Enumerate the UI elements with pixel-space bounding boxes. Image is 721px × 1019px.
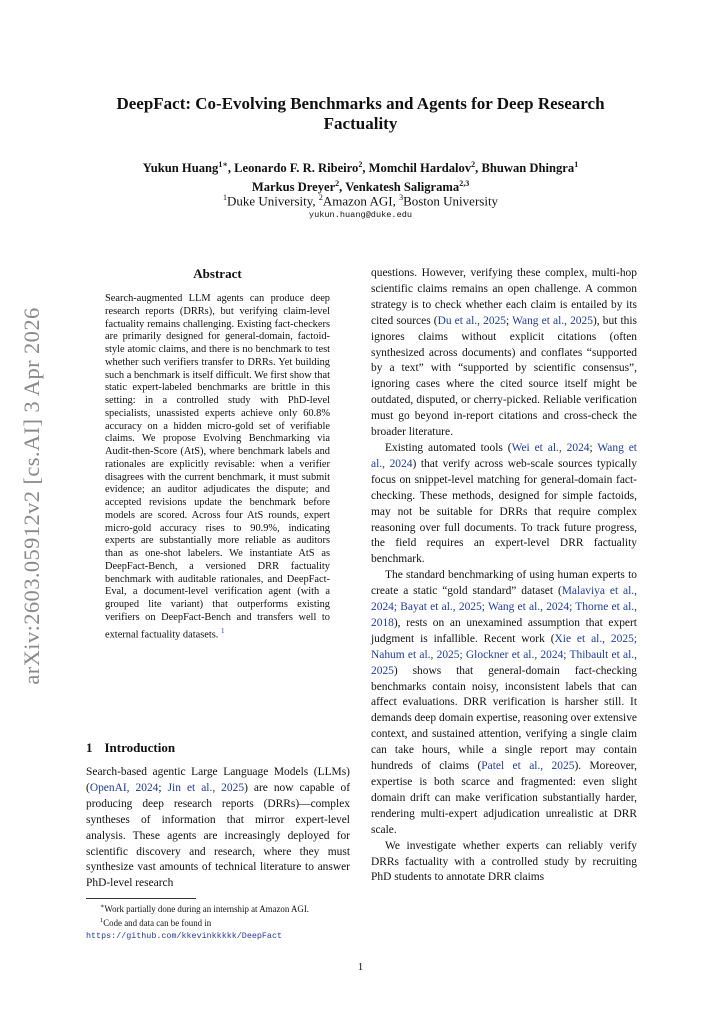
citation-link[interactable]: Thibault et al., 2025: [371, 648, 637, 677]
paragraph-existing-tools: [371, 441, 637, 568]
citation-link[interactable]: Jin et al., 2025: [167, 781, 245, 794]
author-name: , Venkatesh Saligrama: [339, 180, 460, 195]
citation-link[interactable]: Wei et al., 2024: [511, 441, 590, 454]
author-name: , Leonardo F. R. Ribeiro: [227, 161, 359, 176]
citation-link[interactable]: Thorne et al., 2018: [371, 601, 637, 629]
citation-separator: ;: [633, 632, 637, 645]
footnote-2: [86, 915, 350, 942]
affiliation-name: Amazon AGI,: [322, 193, 400, 209]
paper-title: DeepFact: Co-Evolving Benchmarks and Agents for Deep Research Factuality: [116, 94, 605, 133]
arxiv-identifier: arXiv:2603.05912v2 [cs.AI] 3 Apr 2026: [19, 307, 44, 685]
citation-separator: ;: [393, 601, 401, 614]
footnote-divider: [86, 898, 196, 899]
text-run: ). Moreover, expertise is both scarce and fragmented: even slight domain drift can make verification substantially harder, rendering multi-expert adjudication unrealistic at DRR scale.: [371, 760, 637, 836]
citation-link[interactable]: Wang et al., 2024: [487, 601, 570, 614]
intro-paragraph-1: [86, 765, 350, 892]
citation-link[interactable]: Patel et al., 2025: [481, 760, 575, 773]
affiliation-mark: 1: [222, 193, 227, 202]
paragraph-continued: [371, 266, 637, 441]
text-run: ), rests on an unexamined assumption that expert judgment is infallible. Recent work (: [371, 616, 637, 645]
text-run: The standard benchmarking of using human experts to create a static “gold standard” dataset (: [371, 569, 637, 598]
footnote-text: Work partially done during an internship at Amazon AGI.: [104, 903, 310, 914]
citation-separator: ;: [459, 648, 466, 661]
citation-link[interactable]: Bayat et al., 2025: [400, 601, 482, 614]
right-column-body: [371, 266, 637, 886]
citation-link[interactable]: Du et al., 2025: [437, 314, 507, 327]
abstract-body: [105, 293, 330, 642]
affiliations: [84, 190, 637, 209]
author-name: , Momchil Hardalov: [362, 161, 472, 176]
text-run: Search-based agentic Large Language Models (LLMs) (: [86, 766, 350, 794]
footnote-mark: 1: [100, 917, 104, 925]
text-run: ) shows that general-domain fact-checking benchmarks contain noisy, inconsistent labels that can affect evaluations. DRR verification is harsher still. It demands deep domain expertise, reasoning over extensive context, and sustained attention, verifying a single claim can take hours, while a single report may contain hundreds of claims (: [371, 664, 637, 773]
left-column-body: [86, 765, 350, 892]
author-name: Yukun Huang: [142, 161, 219, 176]
abstract-heading: Abstract: [193, 266, 242, 281]
text-run: ) are now capable of producing deep research reports (DRRs)—complex syntheses of information that mirror expert-level analysis. These agents are increasingly deployed for scientific discovery and research, where they must synthesize vast amounts of technical literature to answer PhD-level research: [86, 781, 350, 890]
citation-separator: ;: [569, 601, 576, 614]
page-number: 1: [357, 961, 364, 973]
affiliation-name: Boston University: [403, 193, 499, 209]
footnote-text: Code and data can be found in: [103, 918, 212, 929]
author-name: Markus Dreyer: [251, 180, 336, 195]
affiliation-name: Duke University,: [226, 193, 319, 209]
author-affiliation-mark: 1: [574, 160, 579, 169]
text-run: questions. However, verifying these complex, multi-hop scientific claims remains an open challenge. A common strategy is to check whether each claim is entailed by its cited sources (: [371, 267, 637, 327]
section-heading-introduction: [86, 740, 175, 756]
text-run: ;: [589, 441, 598, 454]
author-affiliation-mark: 2: [358, 160, 363, 169]
section-title: Introduction: [104, 740, 176, 755]
citation-link[interactable]: Wang et al., 2025: [512, 314, 593, 327]
paragraph-standard-benchmarking: [371, 568, 637, 838]
affiliation-mark: 2: [318, 193, 323, 202]
citation-separator: ;: [481, 601, 488, 614]
citation-link[interactable]: Glockner et al., 2024: [465, 648, 564, 661]
author-affiliation-mark: 2,3: [459, 179, 470, 189]
text-run: ;: [506, 314, 513, 327]
text-run: Existing automated tools (: [385, 441, 512, 454]
text-run: ) that verify across web-scale sources typically focus on snippet-level matching for general-domain fact-checking. These methods, designed for simple factoids, may not be suitable for DRRs that require complex reasoning over full documents. To track future progress, the field requires an expert-level DRR factuality benchmark.: [371, 457, 637, 566]
contact-email[interactable]: yukun.huang@duke.edu: [308, 210, 413, 220]
text-run: ), but this ignores claims without explicit citations (often synthesized across documents) and conflates “supported by a text” with “supported by scientific consensus”, ignoring cases where the cited source itself might be outdated, disputed, or cherry-picked. Reliable verification must go beyond in-report citations and cross-check the broader literature.: [371, 314, 637, 439]
citation-link[interactable]: Malaviya et al., 2024: [371, 585, 638, 614]
footnotes: [86, 901, 350, 942]
citation-link[interactable]: Wang et al., 2024: [371, 441, 637, 470]
author-affiliation-mark: 2: [335, 179, 340, 189]
author-line-1: [84, 157, 637, 176]
citation-link[interactable]: OpenAI, 2024: [89, 781, 159, 794]
affiliation-mark: 3: [399, 193, 404, 202]
text-run: We investigate whether experts can reliably verify DRRs factuality with a controlled study by recruiting PhD students to annotate DRR claims: [371, 839, 637, 884]
author-affiliation-mark: 1∗: [218, 160, 228, 169]
paragraph-we-investigate: [371, 839, 637, 887]
footnote-marker[interactable]: 1: [221, 626, 225, 635]
author-affiliation-mark: 2: [471, 160, 476, 169]
arxiv-side-stamp: [12, 306, 52, 686]
abstract-text: Search-augmented LLM agents can produce deep research reports (DRRs), but verifying claim-level factuality remains challenging. Existing fact-checkers are primarily designed for general-domain, factoid-style atomic claims, and there is no benchmark to test whether such verifiers transfer to DRRs. Yet building such a benchmark is itself difficult. We first show that static expert-labeled benchmarks are brittle in this setting: in a controlled study with PhD-level specialists, unassisted experts achieve only 60.8% accuracy on a hidden micro-gold set of verifiable claims. We propose Evolving Benchmarking via Audit-then-Score (AtS), where benchmark labels and rationales are explicitly revisable: when a verifier disagrees with the current benchmark, it must submit evidence; an auditor adjudicates the dispute; and accepted revisions update the benchmark before models are scored. Across four AtS rounds, expert micro-gold accuracy rises to 90.9%, indicating experts are substantially more reliable as auditors than as one-shot labelers. We instantiate AtS as DeepFact-Bench, a versioned DRR factuality benchmark with auditable rationales, and DeepFact-Eval, a document-level verification agent (with a grouped lite variant) that outperforms existing verifiers on DeepFact-Bench and transfers well to external factuality datasets.: [105, 293, 330, 640]
citation-link[interactable]: Xie et al., 2025: [554, 632, 634, 645]
text-run: ;: [158, 781, 168, 794]
author-name: , Bhuwan Dhingra: [475, 161, 575, 176]
footnote-mark: ∗: [100, 903, 105, 910]
citation-link[interactable]: Nahum et al., 2025: [371, 648, 460, 661]
code-repository-link[interactable]: https://github.com/kkevinkkkkk/DeepFact: [86, 930, 283, 941]
section-number: 1: [86, 740, 93, 755]
citation-separator: ;: [563, 648, 570, 661]
footnote-1: [86, 901, 350, 915]
